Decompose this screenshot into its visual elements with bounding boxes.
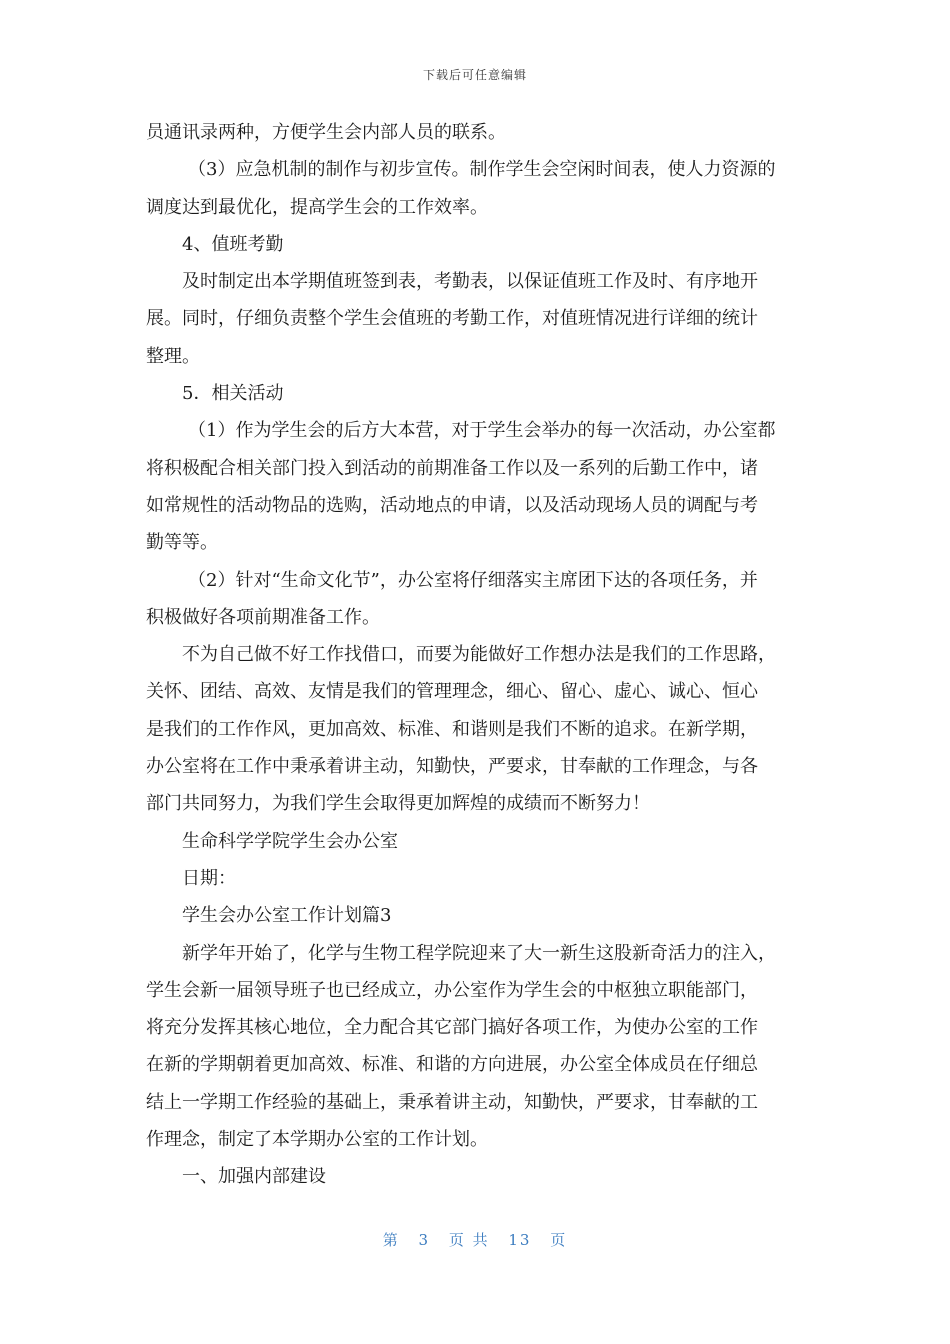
footer-label-end: 页 xyxy=(550,1231,568,1249)
header-text: 下载后可任意编辑 xyxy=(422,68,527,82)
text-line: 日期： xyxy=(182,867,236,889)
text-line: 5．相关活动 xyxy=(182,383,284,405)
text-line: 员通讯录两种，方便学生会内部人员的联系。 xyxy=(146,122,506,143)
text-line: 一、加强内部建设 xyxy=(182,1166,326,1188)
text-line: 部门共同努力，为我们学生会取得更加辉煌的成绩而不断努力！ xyxy=(146,793,650,815)
text-line: 展。同时，仔细负责整个学生会值班的考勤工作，对值班情况进行详细的统计 xyxy=(146,308,758,330)
text-line: 及时制定出本学期值班签到表，考勤表，以保证值班工作及时、有序地开 xyxy=(182,271,758,293)
text-line: （2）针对“生命文化节”，办公室将仔细落实主席团下达的各项任务，并 xyxy=(188,569,758,591)
text-line: 4、值班考勤 xyxy=(182,233,284,255)
document-body xyxy=(146,114,806,1196)
text-line: 新学年开始了，化学与生物工程学院迎来了大一新生这股新奇活力的注入， xyxy=(182,942,776,964)
text-line: 不为自己做不好工作找借口，而要为能做好工作想办法是我们的工作思路， xyxy=(182,644,776,666)
footer-total-pages: 13 xyxy=(508,1231,532,1249)
text-line: 学生会办公室工作计划篇3 xyxy=(182,905,392,927)
text-line: 勤等等。 xyxy=(146,532,218,554)
text-line: 办公室将在工作中秉承着讲主动，知勤快，严要求，甘奉献的工作理念，与各 xyxy=(146,756,758,778)
page-header xyxy=(0,66,950,83)
text-line: 如常规性的活动物品的选购，活动地点的申请，以及活动现场人员的调配与考 xyxy=(146,494,758,516)
text-line: 将积极配合相关部门投入到活动的前期准备工作以及一系列的后勤工作中，诸 xyxy=(146,457,758,479)
footer-label-of: 页 共 xyxy=(448,1231,490,1249)
text-line: 整理。 xyxy=(146,345,200,367)
text-line: 结上一学期工作经验的基础上，秉承着讲主动，知勤快，严要求，甘奉献的工 xyxy=(146,1091,758,1113)
text-line: 调度达到最优化，提高学生会的工作效率。 xyxy=(146,196,488,218)
page-footer xyxy=(0,1229,950,1250)
text-line: （3）应急机制的制作与初步宣传。制作学生会空闲时间表，使人力资源的 xyxy=(188,159,776,181)
footer-current-page: 3 xyxy=(418,1231,431,1249)
footer-label-page: 第 xyxy=(382,1231,400,1249)
text-line: 作理念，制定了本学期办公室的工作计划。 xyxy=(146,1129,488,1151)
text-line: （1）作为学生会的后方大本营，对于学生会举办的每一次活动，办公室都 xyxy=(188,420,776,442)
text-line: 学生会新一届领导班子也已经成立，办公室作为学生会的中枢独立职能部门， xyxy=(146,979,758,1001)
text-line: 将充分发挥其核心地位，全力配合其它部门搞好各项工作，为使办公室的工作 xyxy=(146,1017,758,1039)
text-line: 生命科学学院学生会办公室 xyxy=(182,830,398,852)
text-line: 积极做好各项前期准备工作。 xyxy=(146,606,380,628)
text-line: 关怀、团结、高效、友情是我们的管理理念，细心、留心、虚心、诚心、恒心 xyxy=(146,681,758,703)
text-line: 是我们的工作作风，更加高效、标准、和谐则是我们不断的追求。在新学期， xyxy=(146,718,758,740)
text-line: 在新的学期朝着更加高效、标准、和谐的方向进展，办公室全体成员在仔细总 xyxy=(146,1054,758,1076)
